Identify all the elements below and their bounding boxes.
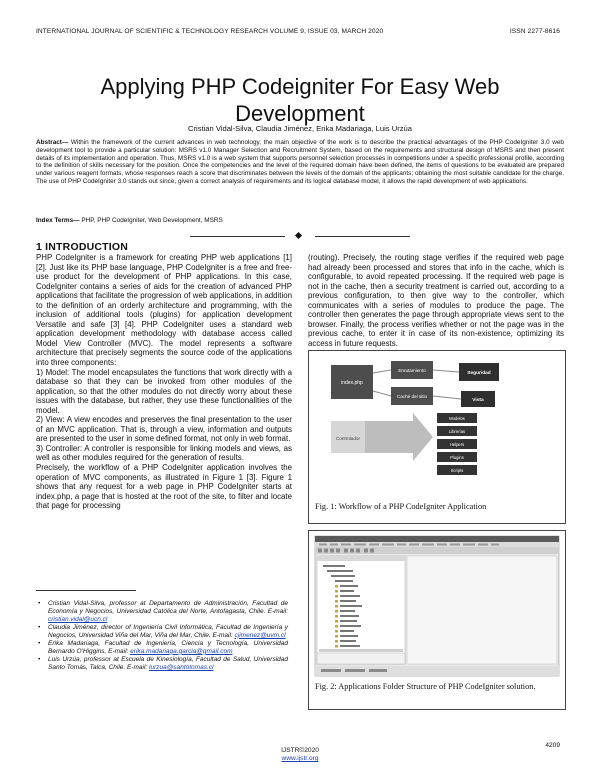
email-link[interactable]: lurzua@santotomas.cl: [149, 663, 214, 671]
footnotes: [36, 600, 288, 672]
cache-box-label: Caché del sitio: [396, 394, 428, 399]
footnote-text: Cristian Vidal-Silva, professor at Departamento de Administración, Facultad de Economía y Negocios, Universidad Católica del Norte, Antofagasta, Chile. E-mail:: [48, 600, 288, 615]
security-box-label: Seguridad: [467, 371, 491, 376]
footnote-text: Claudia Jiménez, director of Ingeniería Civil Informática, Facultad de Ingeniería y Negocios, Universidad Viña del Mar, Viña del Mar, Chile. E-mail:: [48, 623, 288, 639]
abstract-text: Within the framework of the current advances in web technology, the main objective of the work is to describe the practical advantages of the PHP CodeIgniter 3.0 web development tool to provide a particular solution: MSRS v1.0 Manager Selection and Recruitment System, based on the requirements and structural design of MSRS and then present details of its implementation and operation. Thus, MSRS v1.0 is a web system that supports personnel selection processes in competitions under a specific professional profile, according to the definition of skills necessary for the position. Once the competencies and the level of the required domain have been defined, the items of questions to be evaluated are prepared under various reagent formats, whose responses reach a score that discriminates between the levels of the domain of the applicants; obtaining the most suitable candidate for the charge. The use of PHP CodeIgniter 3.0 stands out since, given a correct analysis of requirements and its logical database model, it allows the rapid development of web applications.: [36, 139, 564, 185]
footnote-text: Erika Madariaga, Facultad de Ingeniería, Ciencia y Tecnología, Universidad Bernardo O'Higgins, E-mail:: [48, 639, 288, 655]
footnote-item: [48, 600, 288, 623]
index-terms-label: Index Terms—: [36, 217, 80, 224]
left-column: [36, 253, 292, 511]
right-column: [308, 253, 564, 348]
workflow-diagram: [309, 351, 565, 499]
page-number: 4209: [545, 742, 560, 749]
paragraph: 2) View: A view encodes and preserves the final presentation to the user of an MVC application. That is, through a view, information and outputs are presented to the user in some defined format, not only in web format.: [36, 415, 292, 444]
email-link[interactable]: cjimenez@uvm.cl: [234, 631, 286, 639]
figure-2-caption: Fig. 2: Applications Folder Structure of PHP CodeIgniter solution.: [315, 682, 536, 691]
paragraph: Precisely, the workflow of a PHP CodeIgniter application involves the operation of MVC components, as illustrated in Figure 1 [3]. Figure 1 shows that any request for a web page in PHP CodeIgniter starts at index.php, a page that is hosted at the root of the site, to filter and locate that page for processing: [36, 463, 292, 511]
module-box-label: Scripts: [450, 468, 464, 473]
paper-title: Applying PHP Codeigniter For Easy Web Development: [100, 73, 500, 126]
abstract: [36, 139, 564, 186]
authors: Cristian Vidal-Silva, Claudia Jiménez, Erika Madariaga, Luis Urzúa: [188, 124, 412, 133]
module-box-label: Helpers: [449, 442, 465, 447]
views-box-label: Vista: [472, 398, 484, 403]
module-box-label: Librerías: [448, 429, 466, 434]
email-link[interactable]: cristian.vidal@ucn.cl: [48, 615, 108, 623]
footnote-item: [48, 624, 288, 640]
copyright-code: IJSTR©2020: [281, 747, 319, 754]
footnote-text: Luis Urzúa, professor at Escuela de Kinesiología, Facultad de Salud, Universidad Santo Tomás, Talca, Chile. E-mail:: [48, 656, 288, 671]
paragraph: 1) Model: The model encapsulates the functions that work directly with a database so that they can be invoked from other modules of the application, so that the other modules do not directly worry about these issues with the database, but rather, they use these functionalities of the model.: [36, 367, 292, 415]
figure-1: [308, 350, 566, 524]
email-link[interactable]: erika.madariaga.garcia@gmail.com: [130, 647, 233, 655]
index-terms: [36, 217, 564, 224]
issn-header: ISSN 2277-8616: [509, 28, 560, 35]
figure-2: [308, 530, 566, 710]
abstract-label: Abstract—: [36, 139, 69, 146]
index-box-label: index.php: [341, 380, 363, 386]
controller-box-label: Controlador: [335, 436, 361, 441]
figure-1-caption: Fig. 1: Workflow of a PHP CodeIgniter Application: [315, 502, 487, 511]
section-separator: [190, 232, 410, 240]
journal-url-link[interactable]: www.ijstr.org: [281, 755, 319, 762]
diamond-icon: [295, 232, 302, 239]
page-footer: [0, 747, 600, 763]
footnote-item: [48, 656, 288, 672]
ide-screenshot: [309, 531, 565, 679]
paragraph: 3) Controller: A controller is responsible for linking models and views, as well as other modules required for the generation of results.: [36, 443, 292, 463]
paragraph: PHP CodeIgniter is a framework for creating PHP web applications [1] [2]. Just like its PHP base language, PHP CodeIgniter is a free and free-use product for the development of PHP applications. In this case, CodeIgniter contains a series of aids for the creation of advanced PHP applications that facilitate the progression of web applications, in addition to the definition of an orderly architecture and programming, with the inclusion of additional tools (plugins) for application development Versatile and safe [3] [4]. PHP CodeIgniter uses a standard web application development methodology with database access called Model View Controller (MVC). The model represents a software architecture that precisely segments the source code of the applications into three components:: [36, 253, 292, 368]
module-box-label: Plugins: [450, 455, 464, 460]
module-box-label: Modelos: [449, 416, 465, 421]
footnote-rule: [36, 590, 136, 591]
routing-box-label: Enrutamiento: [398, 368, 426, 373]
paragraph: (routing). Precisely, the routing stage verifies if the required web page had already been processed and stores that info in the cache, which is configurable, to avoid repeated processing. If the required web page is not in the cache, then a security treatment is carried out, according to a previous configuration, to then give way to the controller, which communicates with a series of modules to produce the page. The controller then generates the page through appropriate views sent to the browser. Finally, the process verifies whether or not the page was in the previous cache, to enter it in case of its non-existence, optimizing its access in future requests.: [308, 253, 564, 348]
journal-header: INTERNATIONAL JOURNAL OF SCIENTIFIC & TECHNOLOGY RESEARCH VOLUME 9, ISSUE 03, MARCH 2020: [36, 28, 384, 35]
index-terms-text: PHP, PHP CodeIgniter, Web Development, MSRS: [79, 217, 223, 224]
footnote-item: [48, 640, 288, 656]
section-heading-introduction: 1 INTRODUCTION: [36, 241, 129, 253]
